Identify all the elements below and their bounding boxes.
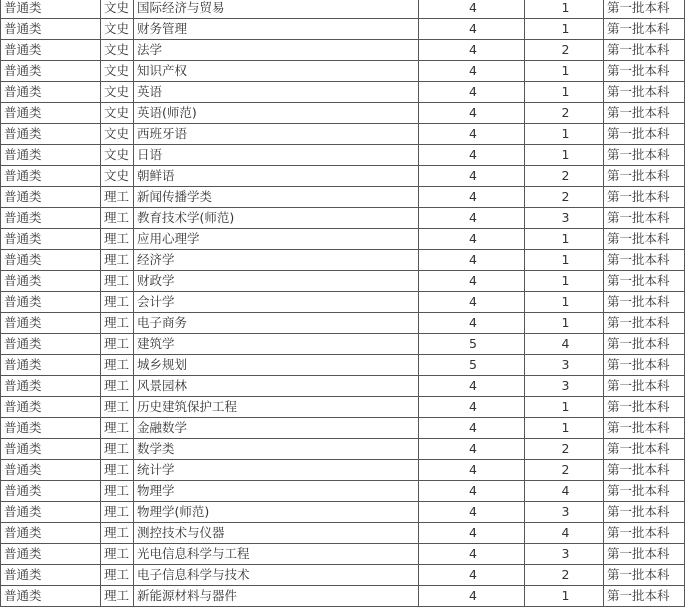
- table-row: [1, 334, 685, 355]
- cell-major: 西班牙语: [134, 124, 419, 145]
- cell-years: 4: [419, 187, 525, 208]
- cell-batch: 第一批本科: [604, 523, 685, 544]
- cell-batch: 第一批本科: [604, 250, 685, 271]
- cell-years: 5: [419, 355, 525, 376]
- table-row: [1, 40, 685, 61]
- cell-major: 朝鲜语: [134, 166, 419, 187]
- cell-years: 4: [419, 376, 525, 397]
- cell-subject: 文史: [101, 145, 134, 166]
- cell-subject: 理工: [101, 271, 134, 292]
- cell-years: 4: [419, 502, 525, 523]
- cell-subject: 理工: [101, 313, 134, 334]
- cell-batch: 第一批本科: [604, 145, 685, 166]
- table-row: [1, 61, 685, 82]
- cell-subject: 理工: [101, 565, 134, 586]
- cell-category: 普通类: [1, 418, 101, 439]
- table-row: [1, 166, 685, 187]
- cell-years: 4: [419, 565, 525, 586]
- cell-major: 电子信息科学与技术: [134, 565, 419, 586]
- cell-major: 财政学: [134, 271, 419, 292]
- cell-plan: 2: [525, 187, 604, 208]
- cell-category: 普通类: [1, 103, 101, 124]
- cell-batch: 第一批本科: [604, 292, 685, 313]
- cell-category: 普通类: [1, 544, 101, 565]
- cell-category: 普通类: [1, 481, 101, 502]
- cell-years: 4: [419, 82, 525, 103]
- table-row: [1, 355, 685, 376]
- cell-subject: 理工: [101, 481, 134, 502]
- table-row: [1, 523, 685, 544]
- cell-batch: 第一批本科: [604, 565, 685, 586]
- cell-years: 4: [419, 271, 525, 292]
- table-row: [1, 124, 685, 145]
- cell-major: 测控技术与仪器: [134, 523, 419, 544]
- table-row: [1, 481, 685, 502]
- cell-subject: 理工: [101, 523, 134, 544]
- cell-major: 教育技术学(师范): [134, 208, 419, 229]
- table-row: [1, 439, 685, 460]
- cell-years: 4: [419, 40, 525, 61]
- cell-major: 新闻传播学类: [134, 187, 419, 208]
- table-row: [1, 103, 685, 124]
- cell-plan: 2: [525, 439, 604, 460]
- cell-batch: 第一批本科: [604, 229, 685, 250]
- cell-batch: 第一批本科: [604, 355, 685, 376]
- cell-major: 法学: [134, 40, 419, 61]
- cell-subject: 理工: [101, 334, 134, 355]
- cell-batch: 第一批本科: [604, 187, 685, 208]
- cell-plan: 1: [525, 292, 604, 313]
- cell-major: 应用心理学: [134, 229, 419, 250]
- cell-batch: 第一批本科: [604, 334, 685, 355]
- cell-plan: 2: [525, 103, 604, 124]
- table-row: [1, 397, 685, 418]
- cell-plan: 2: [525, 565, 604, 586]
- cell-major: 经济学: [134, 250, 419, 271]
- cell-plan: 1: [525, 586, 604, 607]
- cell-batch: 第一批本科: [604, 481, 685, 502]
- cell-years: 4: [419, 418, 525, 439]
- cell-plan: 1: [525, 250, 604, 271]
- cell-subject: 理工: [101, 376, 134, 397]
- cell-major: 金融数学: [134, 418, 419, 439]
- cell-major: 新能源材料与器件: [134, 586, 419, 607]
- cell-years: 4: [419, 439, 525, 460]
- cell-batch: 第一批本科: [604, 19, 685, 40]
- cell-years: 4: [419, 208, 525, 229]
- cell-plan: 1: [525, 0, 604, 19]
- cell-batch: 第一批本科: [604, 82, 685, 103]
- cell-category: 普通类: [1, 82, 101, 103]
- cell-plan: 3: [525, 355, 604, 376]
- cell-years: 4: [419, 544, 525, 565]
- table-row: [1, 0, 685, 19]
- cell-years: 4: [419, 166, 525, 187]
- cell-major: 日语: [134, 145, 419, 166]
- table-body: [1, 0, 685, 607]
- cell-plan: 3: [525, 208, 604, 229]
- cell-category: 普通类: [1, 292, 101, 313]
- cell-plan: 1: [525, 229, 604, 250]
- cell-subject: 理工: [101, 460, 134, 481]
- cell-batch: 第一批本科: [604, 61, 685, 82]
- cell-category: 普通类: [1, 523, 101, 544]
- cell-plan: 4: [525, 481, 604, 502]
- cell-category: 普通类: [1, 166, 101, 187]
- cell-subject: 文史: [101, 61, 134, 82]
- cell-subject: 文史: [101, 82, 134, 103]
- cell-subject: 文史: [101, 166, 134, 187]
- table-row: [1, 313, 685, 334]
- cell-batch: 第一批本科: [604, 544, 685, 565]
- cell-subject: 理工: [101, 250, 134, 271]
- cell-category: 普通类: [1, 250, 101, 271]
- cell-years: 4: [419, 313, 525, 334]
- cell-plan: 1: [525, 61, 604, 82]
- cell-batch: 第一批本科: [604, 439, 685, 460]
- cell-years: 4: [419, 292, 525, 313]
- cell-major: 物理学(师范): [134, 502, 419, 523]
- table-row: [1, 544, 685, 565]
- cell-subject: 文史: [101, 19, 134, 40]
- cell-plan: 3: [525, 544, 604, 565]
- cell-batch: 第一批本科: [604, 397, 685, 418]
- cell-category: 普通类: [1, 313, 101, 334]
- cell-major: 统计学: [134, 460, 419, 481]
- table-row: [1, 418, 685, 439]
- cell-category: 普通类: [1, 439, 101, 460]
- cell-subject: 文史: [101, 0, 134, 19]
- cell-batch: 第一批本科: [604, 376, 685, 397]
- cell-years: 4: [419, 145, 525, 166]
- cell-plan: 1: [525, 418, 604, 439]
- table-row: [1, 82, 685, 103]
- cell-years: 4: [419, 481, 525, 502]
- cell-plan: 1: [525, 397, 604, 418]
- table-row: [1, 229, 685, 250]
- cell-years: 4: [419, 19, 525, 40]
- cell-subject: 理工: [101, 229, 134, 250]
- cell-batch: 第一批本科: [604, 124, 685, 145]
- cell-years: 4: [419, 103, 525, 124]
- cell-plan: 2: [525, 40, 604, 61]
- cell-major: 光电信息科学与工程: [134, 544, 419, 565]
- cell-plan: 3: [525, 502, 604, 523]
- cell-plan: 4: [525, 523, 604, 544]
- cell-batch: 第一批本科: [604, 313, 685, 334]
- cell-category: 普通类: [1, 0, 101, 19]
- cell-years: 4: [419, 397, 525, 418]
- cell-subject: 文史: [101, 40, 134, 61]
- cell-major: 城乡规划: [134, 355, 419, 376]
- cell-years: 4: [419, 229, 525, 250]
- cell-category: 普通类: [1, 460, 101, 481]
- cell-category: 普通类: [1, 397, 101, 418]
- cell-batch: 第一批本科: [604, 103, 685, 124]
- cell-subject: 理工: [101, 439, 134, 460]
- cell-subject: 理工: [101, 544, 134, 565]
- cell-plan: 1: [525, 82, 604, 103]
- table-row: [1, 187, 685, 208]
- cell-batch: 第一批本科: [604, 0, 685, 19]
- cell-category: 普通类: [1, 229, 101, 250]
- cell-subject: 文史: [101, 124, 134, 145]
- cell-major: 会计学: [134, 292, 419, 313]
- cell-years: 4: [419, 250, 525, 271]
- cell-years: 4: [419, 460, 525, 481]
- cell-plan: 1: [525, 271, 604, 292]
- table-row: [1, 586, 685, 607]
- table-row: [1, 460, 685, 481]
- table-row: [1, 208, 685, 229]
- cell-major: 风景园林: [134, 376, 419, 397]
- cell-batch: 第一批本科: [604, 40, 685, 61]
- cell-major: 数学类: [134, 439, 419, 460]
- cell-category: 普通类: [1, 124, 101, 145]
- cell-plan: 1: [525, 124, 604, 145]
- cell-category: 普通类: [1, 586, 101, 607]
- cell-category: 普通类: [1, 502, 101, 523]
- cell-subject: 文史: [101, 103, 134, 124]
- table-row: [1, 565, 685, 586]
- table-row: [1, 292, 685, 313]
- cell-category: 普通类: [1, 565, 101, 586]
- cell-plan: 3: [525, 376, 604, 397]
- cell-category: 普通类: [1, 145, 101, 166]
- cell-category: 普通类: [1, 187, 101, 208]
- cell-category: 普通类: [1, 376, 101, 397]
- cell-major: 财务管理: [134, 19, 419, 40]
- cell-subject: 理工: [101, 355, 134, 376]
- cell-category: 普通类: [1, 40, 101, 61]
- cell-plan: 2: [525, 166, 604, 187]
- cell-years: 5: [419, 334, 525, 355]
- cell-years: 4: [419, 586, 525, 607]
- cell-subject: 理工: [101, 586, 134, 607]
- cell-batch: 第一批本科: [604, 271, 685, 292]
- cell-subject: 理工: [101, 292, 134, 313]
- cell-major: 历史建筑保护工程: [134, 397, 419, 418]
- cell-batch: 第一批本科: [604, 586, 685, 607]
- cell-major: 英语: [134, 82, 419, 103]
- table-row: [1, 250, 685, 271]
- table-row: [1, 376, 685, 397]
- table-row: [1, 19, 685, 40]
- table-row: [1, 502, 685, 523]
- cell-subject: 理工: [101, 418, 134, 439]
- cell-category: 普通类: [1, 355, 101, 376]
- cell-major: 知识产权: [134, 61, 419, 82]
- table-row: [1, 271, 685, 292]
- cell-plan: 2: [525, 460, 604, 481]
- cell-plan: 4: [525, 334, 604, 355]
- cell-major: 电子商务: [134, 313, 419, 334]
- cell-major: 建筑学: [134, 334, 419, 355]
- cell-subject: 理工: [101, 208, 134, 229]
- cell-major: 国际经济与贸易: [134, 0, 419, 19]
- cell-years: 4: [419, 124, 525, 145]
- cell-batch: 第一批本科: [604, 418, 685, 439]
- cell-years: 4: [419, 61, 525, 82]
- cell-category: 普通类: [1, 271, 101, 292]
- cell-plan: 1: [525, 19, 604, 40]
- cell-category: 普通类: [1, 61, 101, 82]
- cell-category: 普通类: [1, 334, 101, 355]
- cell-plan: 1: [525, 145, 604, 166]
- cell-category: 普通类: [1, 208, 101, 229]
- cell-subject: 理工: [101, 502, 134, 523]
- cell-subject: 理工: [101, 187, 134, 208]
- cell-years: 4: [419, 523, 525, 544]
- cell-major: 英语(师范): [134, 103, 419, 124]
- cell-batch: 第一批本科: [604, 166, 685, 187]
- cell-batch: 第一批本科: [604, 502, 685, 523]
- cell-subject: 理工: [101, 397, 134, 418]
- cell-batch: 第一批本科: [604, 208, 685, 229]
- cell-major: 物理学: [134, 481, 419, 502]
- cell-years: 4: [419, 0, 525, 19]
- cell-plan: 1: [525, 313, 604, 334]
- cell-category: 普通类: [1, 19, 101, 40]
- table-row: [1, 145, 685, 166]
- cell-batch: 第一批本科: [604, 460, 685, 481]
